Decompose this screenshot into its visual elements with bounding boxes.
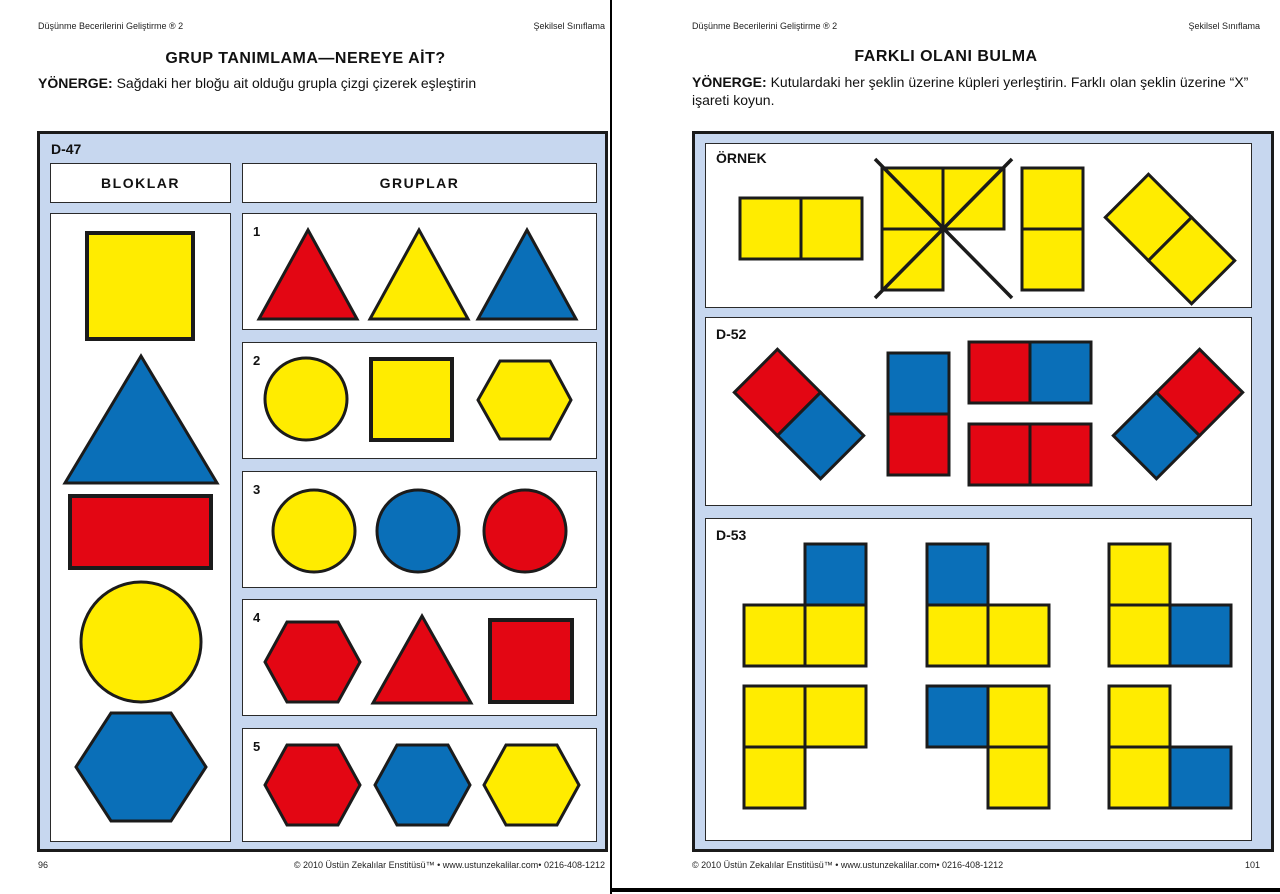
cube (927, 605, 988, 666)
red-triangle (259, 230, 357, 319)
instruction (692, 73, 1252, 109)
page-number-left: 96 (38, 860, 49, 870)
cube (1022, 229, 1083, 290)
group-2-shapes (242, 342, 597, 459)
block-blue-hexagon[interactable] (76, 713, 206, 821)
group-number: 3 (253, 482, 261, 497)
example-shapes (705, 143, 1252, 308)
yellow-square (371, 359, 452, 440)
blocks-svg (50, 213, 231, 842)
blue-cube (1170, 747, 1231, 808)
left-page (0, 0, 611, 894)
cube (744, 686, 805, 747)
group-row-3 (242, 471, 597, 588)
group-number: 2 (253, 353, 261, 368)
blue-cube (1170, 605, 1231, 666)
d52-shapes (705, 317, 1252, 506)
page-number-right: 101 (1244, 860, 1260, 870)
instruction-text: Kutulardaki her şeklin üzerine küpleri yerleştirin. Farklı olan şeklin üzerine “X” işareti koyun. (692, 74, 1249, 108)
group-row-5 (242, 728, 597, 842)
cube (1022, 168, 1083, 229)
right-page (612, 0, 1280, 894)
cube (1109, 544, 1170, 605)
red-cube (969, 342, 1030, 403)
exercise-code: D-53 (716, 527, 747, 543)
blue-cube (1030, 342, 1091, 403)
cube (805, 605, 866, 666)
page-edge-line (612, 888, 1280, 892)
instruction-label: YÖNERGE: (38, 75, 113, 91)
block-blue-triangle[interactable] (65, 356, 217, 483)
group-5-shapes (242, 728, 597, 842)
exercise-frame-right (692, 131, 1274, 852)
exercise-code: D-47 (51, 141, 82, 157)
group-row-1 (242, 213, 597, 330)
blocks-panel (50, 213, 231, 842)
example-label: ÖRNEK (716, 150, 767, 166)
header-left: Düşünme Becerilerini Geliştirme ® 2 (692, 21, 838, 31)
cube (1109, 605, 1170, 666)
yellow-circle (273, 490, 355, 572)
d53-shapes (705, 518, 1252, 841)
domino-horizontal (740, 198, 801, 259)
red-hexagon (265, 745, 360, 825)
group-3-shapes (242, 471, 597, 588)
red-triangle (373, 616, 471, 703)
cube (988, 605, 1049, 666)
header-right: Şekilsel Sınıflama (1188, 21, 1260, 31)
column-header-blocks: BLOKLAR (50, 163, 231, 203)
red-cube (1030, 424, 1091, 485)
blue-circle (377, 490, 459, 572)
exercise-box-d52 (705, 317, 1252, 506)
red-cube (969, 424, 1030, 485)
blue-hexagon (375, 745, 470, 825)
footer-left: © 2010 Üstün Zekalılar Enstitüsü™ • www.ustunzekalilar.com• 0216-408-1212 (293, 860, 605, 870)
page-title: FARKLI OLANI BULMA (854, 48, 1038, 65)
cube (1109, 747, 1170, 808)
cube (744, 747, 805, 808)
example-box (705, 143, 1252, 308)
block-red-rectangle[interactable] (70, 496, 211, 568)
cube (805, 686, 866, 747)
footer-right: © 2010 Üstün Zekalılar Enstitüsü™ • www.ustunzekalilar.com• 0216-408-1212 (692, 860, 1004, 870)
cube (988, 686, 1049, 747)
blue-cube (888, 353, 949, 414)
blue-cube (927, 686, 988, 747)
cube (988, 747, 1049, 808)
cube (744, 605, 805, 666)
instruction (38, 74, 598, 92)
yellow-hexagon (484, 745, 579, 825)
yellow-circle (265, 358, 347, 440)
group-row-2 (242, 342, 597, 459)
page-title: GRUP TANIMLAMA—NEREYE AİT? (165, 50, 446, 67)
blue-cube (805, 544, 866, 605)
header-left: Düşünme Becerilerini Geliştirme ® 2 (38, 21, 184, 31)
cube (801, 198, 862, 259)
yellow-triangle (370, 230, 468, 319)
block-yellow-square[interactable] (87, 233, 193, 339)
instruction-text: Sağdaki her bloğu ait olduğu grupla çizgi çizerek eşleştirin (116, 75, 477, 91)
block-yellow-circle[interactable] (81, 582, 201, 702)
instruction-label: YÖNERGE: (692, 74, 767, 90)
cube (1109, 686, 1170, 747)
group-number: 4 (253, 610, 261, 625)
group-1-shapes (242, 213, 597, 330)
group-row-4 (242, 599, 597, 716)
group-number: 5 (253, 739, 261, 754)
blue-cube (927, 544, 988, 605)
group-4-shapes (242, 599, 597, 716)
red-hexagon (265, 622, 360, 702)
yellow-hexagon (478, 361, 571, 439)
blue-triangle (478, 230, 576, 319)
exercise-box-d53 (705, 518, 1252, 841)
red-square (490, 620, 572, 702)
exercise-frame-d47 (37, 131, 608, 852)
header-right: Şekilsel Sınıflama (533, 21, 605, 31)
column-header-groups: GRUPLAR (242, 163, 597, 203)
exercise-code: D-52 (716, 326, 747, 342)
red-circle (484, 490, 566, 572)
red-cube (888, 414, 949, 475)
group-number: 1 (253, 224, 261, 239)
